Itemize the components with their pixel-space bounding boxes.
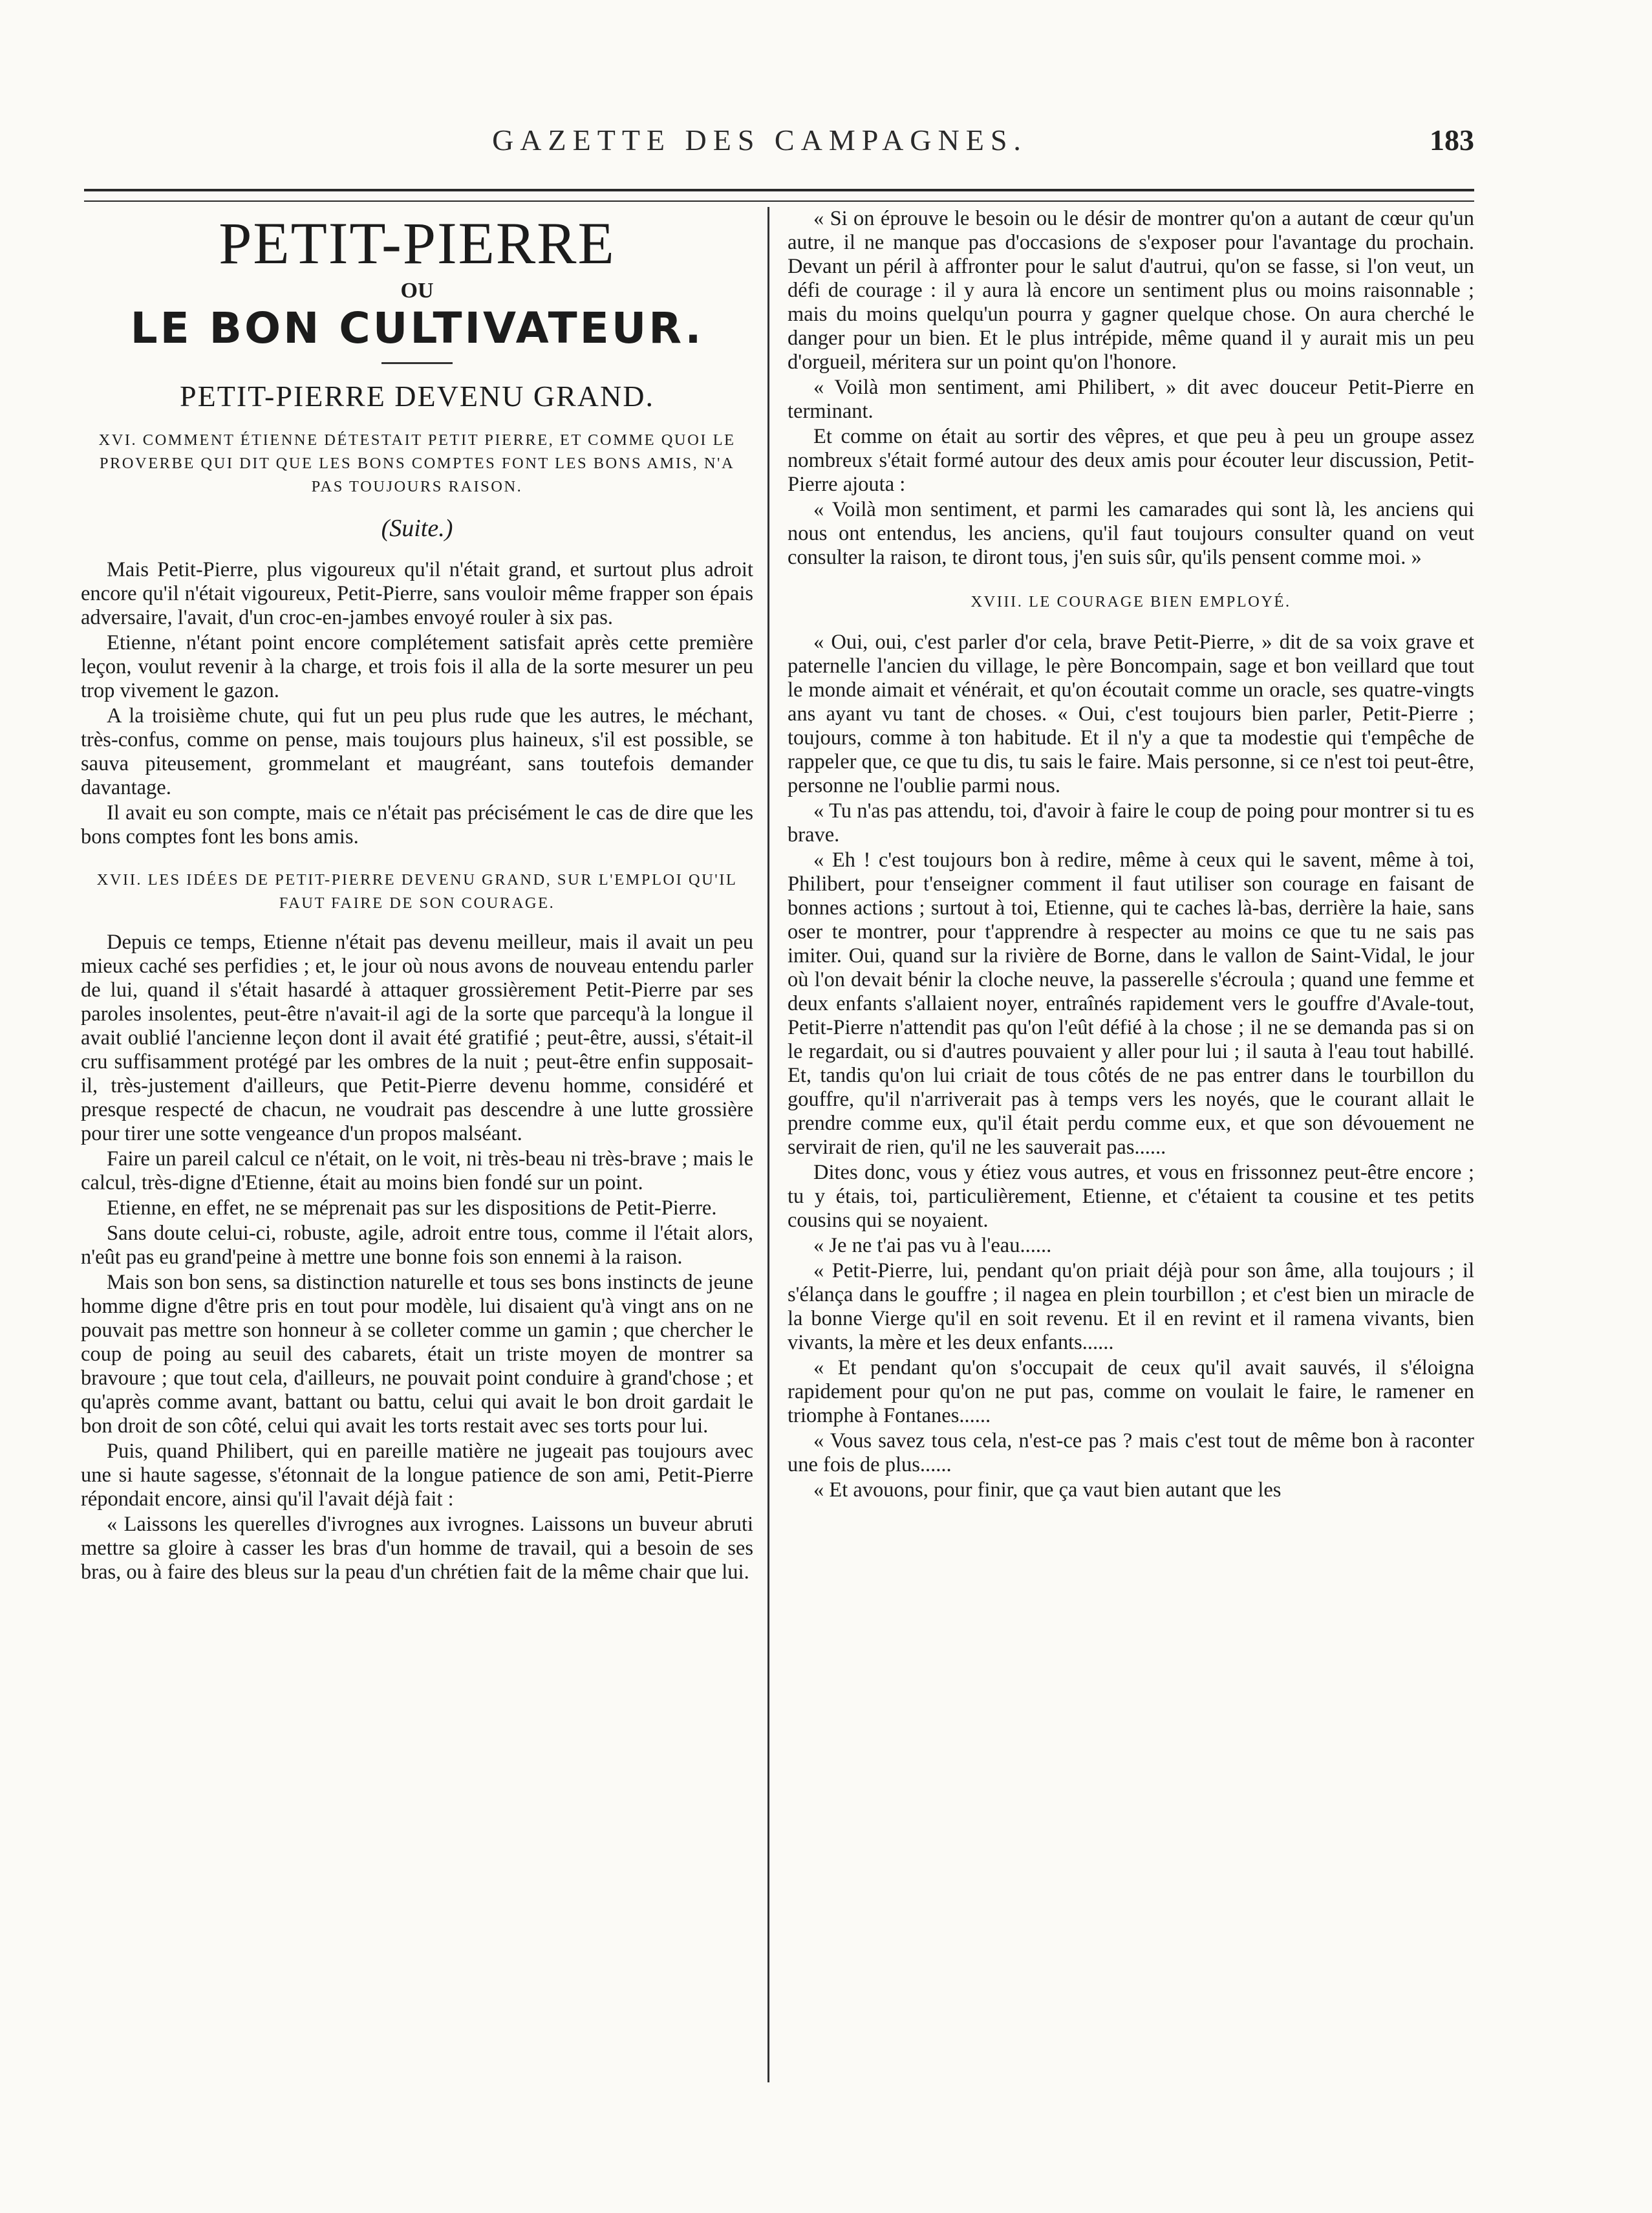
paragraph: « Et avouons, pour finir, que ça vaut bien autant que les [813,1478,1282,1502]
chapter-heading-17: XVII. LES IDÉES DE PETIT-PIERRE DEVENU GRAND, SUR L'EMPLOI QU'IL FAUT FAIRE DE SON COURAGE. [96,871,738,912]
article-title: PETIT-PIERRE [219,210,616,276]
paragraph: « Je ne t'ai pas vu à l'eau...... [813,1234,1052,1257]
page-number: 183 [1430,124,1474,157]
running-header: GAZETTE DES CAMPAGNES. [492,124,1027,157]
paragraph: Puis, quand Philibert, qui en pareille matière ne jugeait pas toujours avec une si haute sagesse, s'étonnait de la longue patience de son ami, Petit-Pierre répondait encore, ainsi qu'il l'avait déjà fait : [81,1440,753,1511]
paragraph: « Tu n'as pas attendu, toi, d'avoir à faire le coup de poing pour montrer si tu es brave. [788,799,1474,847]
part-title: PETIT-PIERRE DEVENU GRAND. [180,380,654,413]
paragraph: Sans doute celui-ci, robuste, agile, adroit entre tous, comme il l'était alors, n'eût pas eu grand'peine à mettre une bonne fois son ennemi à la raison. [81,1222,753,1269]
paragraph: « Voilà mon sentiment, ami Philibert, » dit avec douceur Petit-Pierre en terminant. [788,376,1474,423]
right-column [788,207,1474,2082]
left-column [81,207,753,2082]
chapter-heading-16: XVI. COMMENT ÉTIENNE DÉTESTAIT PETIT PIERRE, ET COMME QUOI LE PROVERBE QUI DIT QUE LES BONS COMPTES FONT LES BONS AMIS, N'A PAS TOUJOURS RAISON. [98,431,736,495]
paragraph: « Voilà mon sentiment, et parmi les camarades qui sont là, les anciens qui nous ont entendus, les anciens, qu'il faut toujours consulter quand on veut consulter la raison, te diront tous, j'en suis sûr, qu'ils pensent comme moi. » [788,498,1474,569]
paragraph: « Oui, oui, c'est parler d'or cela, brave Petit-Pierre, » dit de sa voix grave et paternelle l'ancien du village, le père Boncompain, sage et bon veillard que tout le monde aimait et vénérait, et qu'on écoutait comme un oracle, ses quatre-vingts ans ayant vu tant de choses. « Oui, c'est toujours bien parler, Petit-Pierre ; toujours, comme à ton habitude. Et il n'y a que ta modestie qui t'empêche de rappeler que, ce que tu dis, tu sais le faire. Mais personne, si ce n'est toi peut-être, personne ne l'oublie parmi nous. [788,631,1474,797]
chapter-heading-18: XVIII. LE COURAGE BIEN EMPLOYÉ. [971,593,1291,610]
paragraph: Etienne, en effet, ne se méprenait pas sur les dispositions de Petit-Pierre. [107,1196,717,1220]
paragraph: « Laissons les querelles d'ivrognes aux ivrognes. Laissons un buveur abruti mettre sa gloire à casser les bras d'un homme de travail, qui a besoin de ses bras, ou à faire des bleus sur la peau d'un chrétien fait de la même chair que lui. [81,1513,753,1584]
title-conjunction: OU [400,279,434,303]
paragraph: Faire un pareil calcul ce n'était, on le voit, ni très-beau ni très-brave ; mais le calcul, très-digne d'Etienne, était au moins bien fondé sur un point. [81,1147,753,1194]
title-rule [381,362,453,364]
paragraph: A la troisième chute, qui fut un peu plus rude que les autres, le méchant, très-confus, comme on pense, mais toujours plus haineux, s'il est possible, se sauva piteusement, grommelant et maugréant, sans toutefois demander davantage. [81,704,753,799]
paragraph: « Si on éprouve le besoin ou le désir de montrer qu'on a autant de cœur qu'un autre, il ne manque pas d'occasions de s'exposer pour l'avantage du prochain. Devant un péril à affronter pour le salut d'autrui, qu'on se fasse, si l'on veut, un défi de courage : il y aura là encore un sentiment plus ou moins raisonnable ; mais du moins quelqu'un pourra y gagner quelque chose. On aura cherché le danger pour un bien. Et le plus intrépide, même quand il y aurait mis un peu d'orgueil, méritera sur un point qu'on l'honore. [788,207,1474,374]
paragraph: « Petit-Pierre, lui, pendant qu'on priait déjà pour son âme, alla toujours ; il s'élança dans le gouffre ; il nagea en plein tourbillon ; et c'est bien un miracle de la bonne Vierge qu'il en soit revenu. Et il en revint et il ramena vivants, bien vivants, la mère et les deux enfants...... [788,1259,1474,1354]
paragraph: « Vous savez tous cela, n'est-ce pas ? mais c'est tout de même bon à raconter une fois de plus...... [788,1429,1474,1476]
header-rule [84,189,1474,202]
paragraph: « Eh ! c'est toujours bon à redire, même à ceux qui le savent, même à toi, Philibert, pour t'enseigner comment il faut utiliser son courage en faisant de bonnes actions ; surtout à toi, Etienne, qui te caches là-bas, derrière la haie, sans oser te montrer, pour t'apprendre à respecter au moins ce que tu ne sais pas imiter. Oui, quand sur la rivière de Borne, dans le vallon de Saint-Vidal, le jour où l'on devait bénir la cloche neuve, la passerelle s'écroula ; quand une femme et deux enfants s'allaient noyer, entraînés rapidement vers le gouffre d'Avale-tout, Petit-Pierre n'attendit pas qu'on l'eût défié à la chose ; il ne se demanda pas si on le regardait, ou si d'autres pouvaient y aller pour lui ; il sauta à l'eau tout habillé. Et, tandis qu'on lui criait de tous côtés de ne pas entrer dans le tourbillon du gouffre, qu'il n'arriverait pas à temps vers les noyés, que le courant allait le prendre comme eux, qu'il était perdu comme eux, et que son dévouement ne servirait de rien, qu'il ne les sauverait pas...... [788,848,1474,1159]
paragraph: Depuis ce temps, Etienne n'était pas devenu meilleur, mais il avait un peu mieux caché ses perfidies ; et, le jour où nous avons de nouveau entendu parler de lui, quand il s'était hasardé à attaquer grossièrement Petit-Pierre par ses paroles insolentes, peut-être n'avait-il agi de la sorte que parcequ'à la longue il avait oublié l'ancienne leçon dont il avait été gratifié ; peut-être, aussi, s'était-il cru suffisamment protégé par les ombres de la nuit ; peut-être enfin supposait-il, très-justement d'ailleurs, que Petit-Pierre devenu homme, considéré et presque respecté de chacun, ne voudrait pas descendre à une lutte grossière pour tirer une sotte vengeance d'un propos malséant. [81,931,753,1145]
paragraph: Mais son bon sens, sa distinction naturelle et tous ses bons instincts de jeune homme digne d'être pris en tout pour modèle, lui disaient qu'à vingt ans on ne pouvait pas mettre son honneur à se colleter comme un gamin ; que chercher le coup de poing au seuil des cabarets, était un triste moyen de montrer sa bravoure ; que tout cela, d'ailleurs, ne pouvait point conduire à grand'chose ; et qu'après comme avant, battant ou battu, celui qui avait le bon droit gardait le bon droit de son côté, celui qui avait les torts restait avec ses torts pour lui. [81,1271,753,1438]
paragraph: « Et pendant qu'on s'occupait de ceux qu'il avait sauvés, il s'éloigna rapidement pour qu'on ne put pas, comme on voulait le faire, le ramener en triomphe à Fontanes...... [788,1356,1474,1427]
paragraph: Etienne, n'étant point encore complétement satisfait après cette première leçon, voulut revenir à la charge, et trois fois il alla de la sorte mesurer un peu trop vivement le gazon. [81,631,753,702]
article-subtitle: LE BON CULTIVATEUR. [130,303,704,353]
paragraph: Dites donc, vous y étiez vous autres, et vous en frissonnez peut-être encore ; tu y étais, toi, particulièrement, Etienne, et c'étaient ta cousine et tes petits cousins qui se noyaient. [788,1161,1474,1232]
paragraph: Et comme on était au sortir des vêpres, et que peu à peu un groupe assez nombreux s'était formé autour des deux amis pour écouter leur discussion, Petit-Pierre ajouta : [788,425,1474,496]
paragraph: Il avait eu son compte, mais ce n'était pas précisément le cas de dire que les bons comptes font les bons amis. [81,801,753,848]
continued-label: (Suite.) [381,515,453,542]
column-divider [767,207,769,2082]
paragraph: Mais Petit-Pierre, plus vigoureux qu'il n'était grand, et surtout plus adroit encore qu'il n'était vigoureux, Petit-Pierre, sans vouloir même frapper son épais adversaire, l'avait, d'un croc-en-jambes envoyé rouler à six pas. [81,558,753,629]
